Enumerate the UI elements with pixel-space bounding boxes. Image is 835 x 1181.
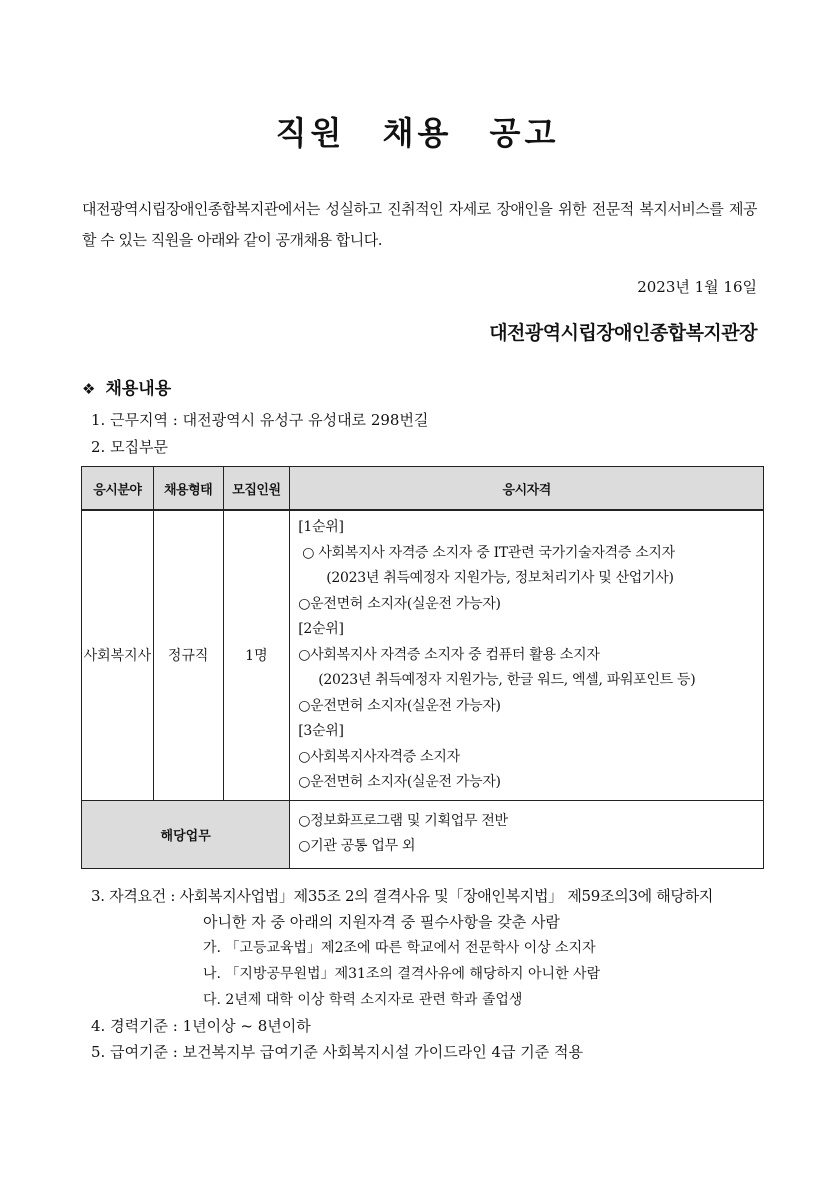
requirements-line-2: 아니한 자 중 아래의 지원자격 중 필수사항을 갖춘 사람 [203,913,560,931]
qualification-line: (2023년 취득예정자 지원가능, 한글 워드, 엑셀, 파워포인트 등) [318,672,696,688]
qualification-line: ○사회복지사 자격증 소지자 중 컴퓨터 활용 소지자 [298,646,600,663]
qualification-line: ○운전면허 소지자(실운전 가능자) [298,697,501,714]
qualification-line: ○운전면허 소지자(실운전 가능자) [298,595,501,612]
header-field: 응시분야 [82,467,154,511]
intro-paragraph: 대전광역시립장애인종합복지관에서는 성실하고 진취적인 자세로 장애인을 위한 전문적 복지서비스를 제공할 수 있는 직원을 아래와 같이 공개채용 합니다. [82,200,757,249]
salary-line: 5. 급여기준 : 보건복지부 급여기준 사회복지시설 가이드라인 4급 기준 적용 [91,1043,584,1061]
qualification-line: ○ 사회복지사 자격증 소지자 중 IT관련 국가기술자격증 소지자 [302,544,675,561]
table-row-duty [82,800,764,868]
department-line: 2. 모집부문 [91,438,169,456]
qualification-line: [2순위] [298,621,344,637]
qualification-line: [1순위] [298,519,344,535]
table-header-row [82,467,764,511]
qualification-line: (2023년 취득예정자 지원가능, 정보처리기사 및 산업기사) [326,570,674,586]
diamond-bullet-icon: ❖ [82,380,96,398]
cell-count: 1명 [223,510,290,800]
page-title: 직원 채용 공고 [275,114,560,152]
requirement-sub-a: 가. 「고등교육법」제2조에 따른 학교에서 전문학사 이상 소지자 [203,940,596,956]
announcement-date: 2023년 1월 16일 [637,278,757,296]
qualification-line: ○사회복지사자격증 소지자 [298,748,460,765]
section-heading-label: 채용내용 [105,379,172,399]
recruitment-table [81,466,764,869]
duty-line: ○정보화프로그램 및 기획업무 전반 [298,812,508,829]
qualification-line: [3순위] [298,723,344,739]
table-row [82,510,764,800]
qualification-line: ○운전면허 소지자(실운전 가능자) [298,774,501,790]
requirement-sub-c: 다. 2년제 대학 이상 학력 소지자로 관련 학과 졸업생 [203,992,523,1008]
organization-signature: 대전광역시립장애인종합복지관장 [489,322,757,344]
duty-cell [290,800,764,868]
experience-line: 4. 경력기준 : 1년이상 ~ 8년이하 [91,1017,311,1035]
header-qualification: 응시자격 [290,467,764,511]
cell-field: 사회복지사 [82,510,154,800]
section-heading [82,374,171,399]
duty-line: ○기관 공통 업무 외 [298,838,416,854]
requirements-line-1: 3. 자격요건 : 사회복지사업법」제35조 2의 결격사유 및「장애인복지법」 제59조의3에 해당하지 [91,887,714,905]
duty-label: 해당업무 [82,800,290,868]
requirement-sub-b: 나. 「지방공무원법」제31조의 결격사유에 해당하지 아니한 사람 [203,966,601,982]
header-count: 모집인원 [223,467,290,511]
cell-type: 정규직 [153,510,223,800]
work-location-line: 1. 근무지역 : 대전광역시 유성구 유성대로 298번길 [91,411,429,429]
cell-qualification [290,510,764,800]
header-type: 채용형태 [153,467,223,511]
